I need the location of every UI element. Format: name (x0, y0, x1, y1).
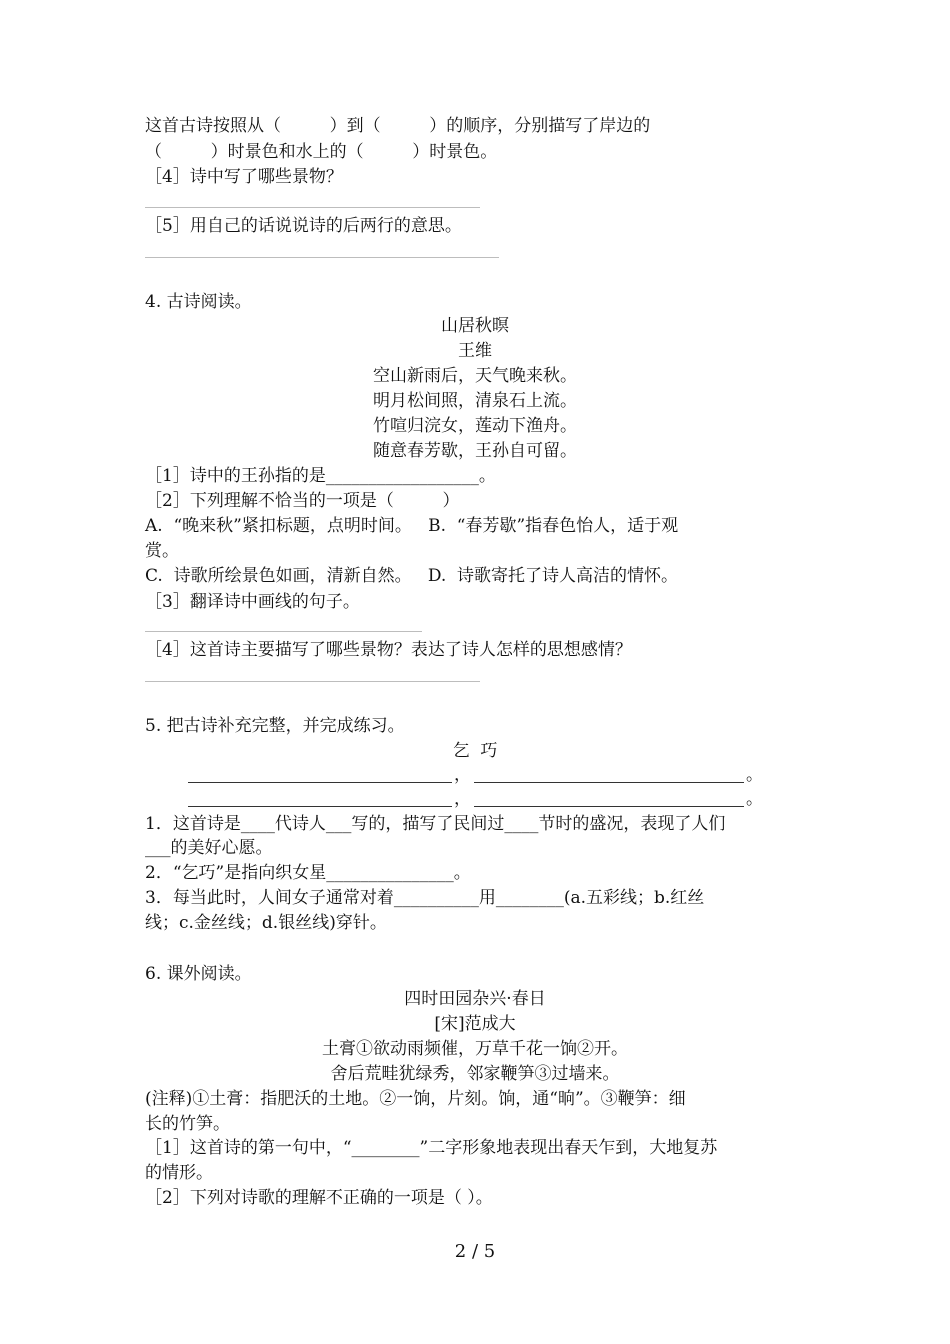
q5-comma: ， (454, 765, 471, 785)
q4-options-ab-wrap: 赏。 (145, 541, 179, 561)
q3-sub-5: ［5］用自己的话说说诗的后两行的意思。 (145, 216, 462, 236)
q5-item-1: 1．这首诗是____代诗人___写的，描写了民间过____节时的盛况，表现了人们 (145, 814, 726, 834)
q4-poem-author: 王维 (458, 341, 492, 361)
q3-line-1: 这首古诗按照从（ ）到（ ）的顺序，分别描写了岸边的 (145, 116, 651, 136)
q5-comma: ， (454, 789, 471, 809)
q3-sub-4: ［4］诗中写了哪些景物？ (145, 167, 343, 187)
q4-poem-line: 竹喧归浣女，莲动下渔舟。 (373, 416, 577, 436)
q5-item-1-wrap: ___的美好心愿。 (145, 838, 273, 858)
q6-poem-line: 舍后荒畦犹绿秀，邻家鞭笋③过墙来。 (330, 1064, 620, 1084)
q6-notes-wrap: 长的竹笋。 (145, 1114, 230, 1134)
q4-sub-2: ［2］下列理解不恰当的一项是（ ） (145, 491, 460, 511)
q6-notes: (注释)①土膏：指肥沃的土地。②一饷，片刻。饷，通“晌”。③鞭笋：细 (145, 1089, 686, 1109)
q4-sub-3: ［3］翻译诗中画线的句子。 (145, 592, 360, 612)
q5-item-2: 2．“乞巧”是指向织女星_______________。 (145, 863, 471, 883)
q6-poem-author: [宋]范成大 (434, 1014, 516, 1034)
q4-poem-line: 随意春芳歇，王孙自可留。 (373, 441, 577, 461)
page-number: 2 / 5 (454, 1241, 496, 1262)
q5-period: 。 (746, 765, 763, 785)
q3-line-2: （ ）时景色和水上的（ ）时景色。 (145, 142, 498, 162)
q6-sub-1-wrap: 的情形。 (145, 1163, 213, 1183)
poem-blank (474, 806, 744, 807)
answer-line (145, 681, 480, 682)
q6-heading: 6. 课外阅读。 (145, 964, 252, 984)
q6-poem-title: 四时田园杂兴·春日 (404, 989, 546, 1009)
q6-sub-2: ［2］下列对诗歌的理解不正确的一项是（ ）。 (145, 1188, 493, 1208)
q5-item-3-wrap: 线；c.金丝线；d.银丝线)穿针。 (145, 913, 387, 933)
q4-sub-4: ［4］这首诗主要描写了哪些景物？表达了诗人怎样的思想感情？ (145, 640, 632, 660)
q4-heading: 4. 古诗阅读。 (145, 292, 252, 312)
q4-options-cd: C. 诗歌所绘景色如画，清新自然。 D. 诗歌寄托了诗人高洁的情怀。 (145, 566, 679, 586)
q6-poem-line: 土膏①欲动雨频催，万草千花一饷②开。 (322, 1039, 628, 1059)
q4-options-ab: A. “晚来秋”紧扣标题，点明时间。 B. “春芳歇”指春色怡人，适于观 (145, 516, 679, 536)
poem-blank (474, 782, 744, 783)
answer-line (145, 631, 422, 632)
answer-line (145, 207, 480, 208)
q4-poem-title: 山居秋暝 (441, 316, 509, 336)
q4-poem-line: 明月松间照，清泉石上流。 (373, 391, 577, 411)
poem-blank (188, 806, 452, 807)
q4-poem-line: 空山新雨后，天气晚来秋。 (373, 366, 577, 386)
q5-period: 。 (746, 789, 763, 809)
q5-poem-title: 乞 巧 (452, 741, 498, 761)
answer-line (145, 257, 499, 258)
q4-sub-1: ［1］诗中的王孙指的是__________________。 (145, 466, 496, 486)
q5-item-3: 3．每当此时，人间女子通常对着__________用________(a.五彩线；b.红丝 (145, 888, 705, 908)
q5-heading: 5. 把古诗补充完整，并完成练习。 (145, 716, 405, 736)
q6-sub-1: ［1］这首诗的第一句中，“________”二字形象地表现出春天乍到，大地复苏 (145, 1138, 718, 1158)
poem-blank (188, 782, 452, 783)
